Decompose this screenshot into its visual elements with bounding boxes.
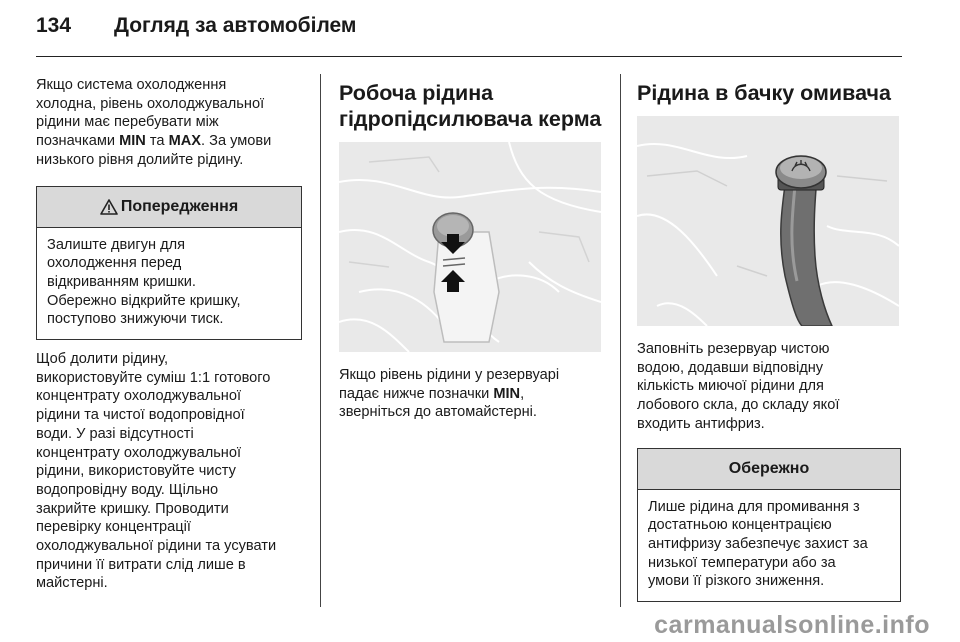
caution-box [637,448,901,603]
section-heading: Рідина в бачку омивача [637,81,891,105]
intro-line-1: Якщо система охолодження [36,77,227,93]
warning-triangle-icon [100,199,118,215]
warning-body [37,228,301,340]
warning-header [37,187,301,228]
body-line: водою, додавши відповідну [637,359,824,376]
body-line: зверніться до автомайстерні. [339,404,537,421]
max-label: MAX [168,133,202,150]
coolant-body-text [36,350,306,593]
caution-line: Лише рідина для промивання з [648,498,860,515]
caution-line: низької температури або за [648,554,836,571]
intro-text: та [145,133,169,150]
intro-line-5: низького рівня долийте рідину. [36,151,244,168]
body-text: падає нижче позначки [339,385,494,402]
body-line: рідини, використовуйте чисту [36,463,236,480]
warning-box [36,186,302,341]
body-line: Якщо рівень рідини у резервуарі [339,367,560,383]
column-washer-fluid [637,80,902,602]
body-text: , [520,385,525,402]
section-heading: Робоча рідина [339,81,494,105]
min-label: MIN [119,133,146,150]
body-line: водопровідну воду. Щільно [36,481,219,498]
column-power-steering [339,80,604,422]
washer-reservoir-illustration [637,116,899,326]
body-line: охолоджувальної рідини та усувати [36,538,277,555]
warning-line: Залиште двигун для [47,236,186,253]
page-number: 134 [36,14,72,37]
intro-line-2: холодна, рівень охолоджувальної [36,95,265,112]
body-line: майстерні. [36,575,108,592]
body-line: лобового скла, до складу якої [637,397,840,414]
intro-line-4 [36,132,306,151]
body-line: рідини та чистої водопровідної [36,407,245,424]
min-label: MIN [493,385,521,402]
body-line: води. У разі відсутності [36,425,194,442]
caution-line: антифризу забезпечує захист за [648,535,868,552]
body-line: кількість миючої рідини для [637,378,824,395]
caution-header [638,449,900,490]
reservoir-drawing [339,142,601,352]
caution-line: умови її різкого зниження. [648,573,825,590]
body-line: концентрату охолоджувальної [36,444,242,461]
body-line: Щоб долити рідину, [36,351,169,368]
body-line: концентрату охолоджувальної [36,388,242,405]
column-divider-2 [620,74,621,607]
caution-title: Обережно [728,459,810,477]
body-line: Заповніть резервуар чистою [637,341,830,357]
caution-body [638,490,900,602]
section-heading: гідропідсилювача керма [339,107,602,131]
power-steering-reservoir-illustration [339,142,601,352]
body-line: входить антифриз. [637,415,765,432]
watermark: carmanualsonline.info [654,611,930,639]
body-line: закрийте кришку. Проводити [36,500,229,517]
intro-text: . За умови [201,133,272,150]
caution-line: достатньою концентрацією [648,517,832,534]
body-line [339,385,604,404]
intro-line-3: рідини має перебувати між [36,114,219,131]
warning-line: охолодження перед [47,255,182,272]
page-title: Догляд за автомобілем [114,14,357,37]
column-divider-1 [320,74,321,607]
intro-text: позначками [36,133,120,150]
washer-drawing [637,116,899,326]
page-header [36,14,356,38]
warning-line: поступово знижуючи тиск. [47,311,224,328]
column-coolant [36,76,306,593]
power-steering-text [339,366,604,422]
warning-line: Обережно відкрийте кришку, [47,292,241,309]
warning-line: відкриванням кришки. [47,273,196,290]
body-line: використовуйте суміш 1:1 готового [36,369,271,386]
body-line: причини її витрати слід лише в [36,556,246,573]
body-line: перевірку концентрації [36,519,191,536]
warning-title: Попередження [120,197,239,215]
header-rule [36,56,902,57]
washer-text [637,340,902,434]
